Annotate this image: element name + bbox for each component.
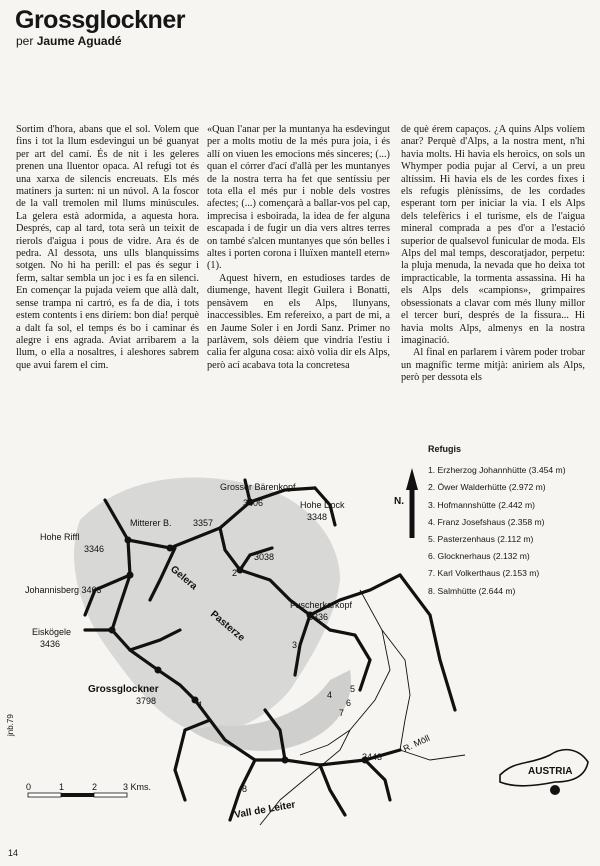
peak-label-eiskogele: Eiskögele — [32, 627, 72, 637]
country-label: AUSTRIA — [528, 766, 573, 777]
list-item: 5. Pasterzenhaus (2.112 m) — [428, 534, 534, 545]
map-marker-7: 7 — [339, 708, 345, 718]
map-marker-2: 2 — [232, 568, 238, 578]
list-item: 3. Hofmannshütte (2.442 m) — [428, 499, 535, 510]
list-item: 7. Karl Volkerthaus (2.153 m) — [428, 568, 540, 579]
river-label: R. Möll — [401, 732, 432, 754]
map-credit: jnb.79 — [6, 714, 15, 736]
refugis-legend — [428, 441, 598, 600]
peak-label-fuscherkarkopf-alt: 3336 — [308, 612, 329, 622]
map-marker-1: 1 — [198, 700, 204, 710]
scale-label-1: 1 — [59, 782, 65, 792]
north-label: N. — [394, 496, 404, 507]
peak-label-2443: 2443 — [362, 752, 383, 762]
peak-label-johannisberg: Johannisberg 3463 — [25, 585, 102, 595]
peak-label-grossglockner-alt: 3798 — [136, 696, 157, 706]
scale-label-2: 2 — [92, 782, 98, 792]
scale-label-3: 3 Kms. — [123, 782, 152, 792]
list-item: 2. Öwer Walderhütte (2.972 m) — [428, 482, 546, 493]
paragraph: Aquest hivern, en estudioses tardes de diumenge, havent llegit Guilera i Bonatti, pensàvem en els Alps, llunyans, inaccessibles. Em refereixo, a part de mi, a en Jaume Soler i en Jordi Sanz. Primer no parlàvem, sols dèiem que vindria l'estiu i calia fer alguna cosa: això volia dir els Alps, però ací acabava tota la concretesa — [207, 272, 390, 371]
article-title: Grossglockner — [15, 6, 185, 34]
peak-label-eiskogele-alt: 3436 — [40, 639, 61, 649]
paragraph: de què érem capaços. ¿A quins Alps volíem anar? Perquè d'Alps, a la nostra ment, n'hi havia molts. Hi havia els heroics, on sols un Whymper podia pujar al Cerví, a un preu altíssim. Hi havia els de les cordes fixes i els refugis plèníssims, de les cordades esperant torn per iniciar la via. I els Alps dels telefèrics i el turisme, els de l'aigua mineral comprada a pes d'or a l'estació superior de qualsevol funicular de moda. Els Alps del mal temps, descoratjador, perpetu: la pluja menuda, la nevada que ho deixa tot impracticable, la tormenta assassina. Hi ha els Alps dels «campions», grimpaires obsessionats a clavar com més lluny millor el tercer burí, després de la fissura... Hi havia molts Alps, almenys en la nostra imaginació. — [401, 124, 585, 346]
map-marker-8: 8 — [242, 784, 248, 794]
list-item: 4. Franz Josefshaus (2.358 m) — [428, 516, 545, 527]
paragraph: Sortim d'hora, abans que el sol. Volem que fins i tot la llum esdevingui un bé guanyat per art del camí. És de nit i les geleres prenen una lluentor opaca. Al refugi tot és una xarxa de silencis encreuats. Els més matiners ja surten: ni un núvol. A la foscor de la vall tremolen mil llums minúscules. La gelera està adormida, a aquesta hora. Després, cap al tard, tota serà un teixit de rierols d'aigua i pous de vidre. Ara és de pedra. Al dessota, uns ulls blanquissims sotgen. No hi ha perill: el pas és segur i ferm, saltar sembla un joc i es fa en silenci. En començar la pujada veiem que allà dalt, sense trampa ni cartró, es fa de dia, i tots estem contents i ens diríem: bon dia! perquè a dalt fa sol, el temps és bo i caminar és alegre i ens agrada. Aviat arribarem a la llum, o ella a nosaltres, i aleshores sabrem que avui farem el cim. — [16, 124, 199, 371]
text-column-3 — [401, 124, 585, 385]
paragraph: «Quan l'anar per la muntanya ha esdevingut per a molts motiu de la més pura joia, i és allí on viuen les emocions més sinceres; (...) quan el córrer d'ací d'allà per les muntanyes de la nostra terra ha fet que sentíssiu per tota ella el més pur i noble dels vostres afectes; (...) començarà a ballar-vos pel cap, imprecisa i esboirada, la idea de fer alguna escapada i de fugir un dia vers altres terres on també s'alcen muntanyes que són belles i altes i porten corona i lluïxen mantell etern» (1). — [207, 124, 390, 272]
scale-bar — [28, 793, 127, 797]
map-marker-4: 4 — [327, 690, 333, 700]
peak-label-3038: 3038 — [254, 552, 275, 562]
refugis-list — [428, 462, 598, 600]
map-marker-6: 6 — [346, 698, 352, 708]
byline — [16, 34, 122, 48]
refugis-title: Refugis — [428, 444, 462, 454]
peak-label-fuscherkarkopf: Fuscherkarkopf — [290, 600, 353, 610]
peak-label-baerenkopf: Grosser Bärenkopf — [220, 482, 296, 492]
peak-label-grossglockner: Grossglockner — [88, 684, 159, 695]
peak-label-mitterer: Mitterer B. — [130, 518, 172, 528]
peak-label-mitterer-alt: 3357 — [193, 518, 214, 528]
list-item: 8. Salmhütte (2.644 m) — [428, 585, 516, 596]
author-name: Jaume Aguadé — [36, 34, 122, 48]
valley-label: Vall de Leiter — [233, 799, 297, 821]
peak-label-hohe-dock-alt: 3348 — [307, 512, 328, 522]
map-marker-3: 3 — [292, 640, 298, 650]
peak-label-hohe-riffl-alt: 3346 — [84, 544, 105, 554]
peak-label-hohe-riffl: Hohe Riffl — [40, 532, 80, 542]
byline-prefix: per — [16, 34, 34, 48]
glacier-label-1: Gelera — [168, 563, 199, 593]
text-column-1 — [16, 124, 199, 372]
scale-label-0: 0 — [26, 782, 32, 792]
peak-label-hohe-dock: Hohe Dock — [300, 500, 345, 510]
text-column-2 — [207, 124, 390, 372]
north-arrow-icon — [406, 468, 418, 538]
list-item: 6. Glocknerhaus (2.132 m) — [428, 551, 530, 562]
page-number: 14 — [8, 848, 19, 858]
peak-label-baerenkopf-alt: 3406 — [243, 498, 264, 508]
map-marker-5: 5 — [350, 684, 356, 694]
glacier-label-2: Pasterze — [208, 608, 247, 644]
list-item: 1. Erzherzog Johannhütte (3.454 m) — [428, 465, 566, 476]
paragraph: Al final en parlarem i vàrem poder trobar un magnífic terme mitjà: anìriem als Alps, però per dessota els — [401, 347, 585, 384]
